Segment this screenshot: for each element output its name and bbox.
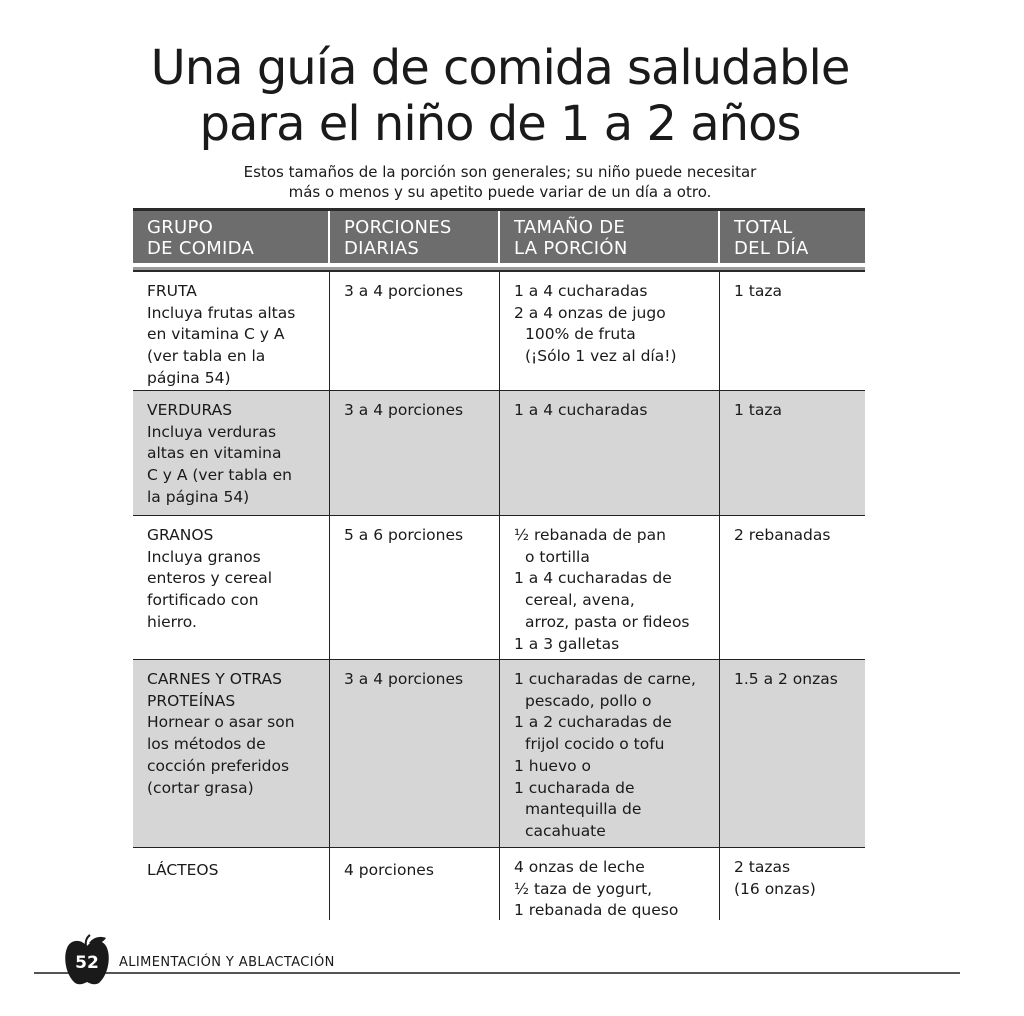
cell-text: hierro.	[147, 612, 197, 631]
cell-text: arroz, pasta or fideos	[525, 612, 690, 631]
header-group	[133, 211, 330, 263]
footer-rule	[34, 972, 960, 974]
cell-total	[720, 516, 865, 659]
cell-text: 1 cucharada de	[514, 778, 635, 797]
cell-text: 1 a 4 cucharadas	[514, 282, 648, 300]
cell-text: 1 a 2 cucharadas de	[514, 713, 672, 732]
cell-text: 1 taza	[734, 401, 782, 419]
cell-text: 3 a 4 porciones	[344, 670, 464, 688]
cell-text: mantequilla de	[525, 800, 642, 819]
cell-text: frijol cocido o tofu	[525, 735, 665, 754]
cell-text: Incluya verduras	[147, 422, 277, 441]
cell-text: página 54)	[147, 368, 231, 387]
cell-text: Hornear o asar son	[147, 713, 295, 732]
page-subtitle	[0, 162, 1000, 202]
cell-size	[500, 848, 720, 920]
cell-size	[500, 516, 720, 659]
header-text: DEL DÍA	[734, 238, 809, 259]
cell-size	[500, 391, 720, 515]
cell-text: ½ taza de yogurt,	[514, 879, 653, 898]
page-title-line: Una guía de comida saludable	[150, 40, 850, 96]
cell-text: 1 taza	[734, 282, 782, 300]
cell-text: o tortilla	[525, 547, 590, 566]
cell-servings	[330, 516, 500, 659]
cell-text: GRANOS	[147, 526, 214, 544]
cell-text: 2 rebanadas	[734, 526, 831, 544]
cell-text: pescado, pollo o	[525, 691, 652, 710]
header-text: DE COMIDA	[147, 238, 255, 259]
cell-group	[133, 272, 330, 390]
cell-text: cereal, avena,	[525, 591, 635, 610]
table-row	[133, 516, 865, 660]
cell-text: 4 porciones	[344, 861, 434, 879]
cell-servings	[330, 660, 500, 847]
cell-text: ½ rebanada de pan	[514, 526, 666, 544]
cell-text: 3 a 4 porciones	[344, 282, 464, 300]
header-size	[500, 211, 720, 263]
table-row	[133, 391, 865, 516]
cell-text: 3 a 4 porciones	[344, 401, 464, 419]
cell-text: VERDURAS	[147, 401, 233, 419]
header-text: TOTAL	[734, 217, 793, 238]
cell-text: (ver tabla en la	[147, 347, 266, 366]
page-number: 52	[75, 953, 99, 973]
cell-text: LÁCTEOS	[147, 861, 219, 879]
cell-text: Incluya granos	[147, 547, 261, 566]
cell-servings	[330, 391, 500, 515]
cell-text: 1 cucharadas de carne,	[514, 670, 696, 688]
cell-group	[133, 391, 330, 515]
cell-group	[133, 516, 330, 659]
cell-group	[133, 660, 330, 847]
header-text: LA PORCIÓN	[514, 238, 628, 259]
cell-text: (¡Sólo 1 vez al día!)	[525, 347, 677, 366]
cell-text: fortificado con	[147, 591, 259, 610]
subtitle-line: más o menos y su apetito puede variar de un día a otro.	[288, 183, 712, 201]
cell-text: FRUTA	[147, 282, 197, 300]
table-row	[133, 848, 865, 920]
header-text: DIARIAS	[344, 238, 420, 259]
cell-text: Incluya frutas altas	[147, 303, 296, 322]
cell-text: 2 tazas	[734, 858, 791, 876]
cell-text: 2 a 4 onzas de jugo	[514, 303, 666, 322]
header-total	[720, 211, 865, 263]
cell-size	[500, 660, 720, 847]
cell-size	[500, 272, 720, 390]
cell-text: cocción preferidos	[147, 756, 290, 775]
cell-text: 5 a 6 porciones	[344, 526, 464, 544]
table-row	[133, 660, 865, 848]
cell-text: (cortar grasa)	[147, 778, 254, 797]
cell-text: 1.5 a 2 onzas	[734, 670, 838, 688]
header-text: GRUPO	[147, 217, 214, 238]
cell-total	[720, 660, 865, 847]
cell-text: 1 a 4 cucharadas	[514, 401, 648, 419]
header-servings	[330, 211, 500, 263]
cell-text: 1 huevo o	[514, 756, 592, 775]
cell-text: CARNES Y OTRAS	[147, 670, 282, 688]
cell-total	[720, 272, 865, 390]
cell-group	[133, 848, 330, 920]
cell-text: 100% de fruta	[525, 325, 636, 344]
food-guide-table	[133, 208, 865, 920]
cell-text: los métodos de	[147, 735, 266, 754]
table-header	[133, 208, 865, 263]
cell-text: 1 a 3 galletas	[514, 634, 620, 653]
cell-text: PROTEÍNAS	[147, 691, 236, 710]
cell-total	[720, 391, 865, 515]
cell-text: cacahuate	[525, 821, 606, 840]
cell-text: 4 onzas de leche	[514, 858, 645, 876]
table-row	[133, 272, 865, 391]
page-title-line: para el niño de 1 a 2 años	[199, 96, 801, 152]
cell-text: altas en vitamina	[147, 444, 282, 463]
cell-servings	[330, 272, 500, 390]
cell-text: (16 onzas)	[734, 879, 816, 898]
cell-text: C y A (ver tabla en	[147, 466, 292, 485]
header-text: TAMAÑO DE	[514, 217, 626, 238]
cell-text: 1 a 4 cucharadas de	[514, 569, 672, 588]
cell-total	[720, 848, 865, 920]
cell-servings	[330, 848, 500, 920]
cell-text: la página 54)	[147, 487, 250, 506]
cell-text: enteros y cereal	[147, 569, 273, 588]
cell-text: 1 rebanada de queso	[514, 901, 679, 920]
cell-text: en vitamina C y A	[147, 325, 285, 344]
header-text: PORCIONES	[344, 217, 452, 238]
page-title	[0, 40, 1000, 152]
section-title: ALIMENTACIÓN Y ABLACTACIÓN	[119, 955, 335, 970]
subtitle-line: Estos tamaños de la porción son generales; su niño puede necesitar	[243, 163, 757, 181]
